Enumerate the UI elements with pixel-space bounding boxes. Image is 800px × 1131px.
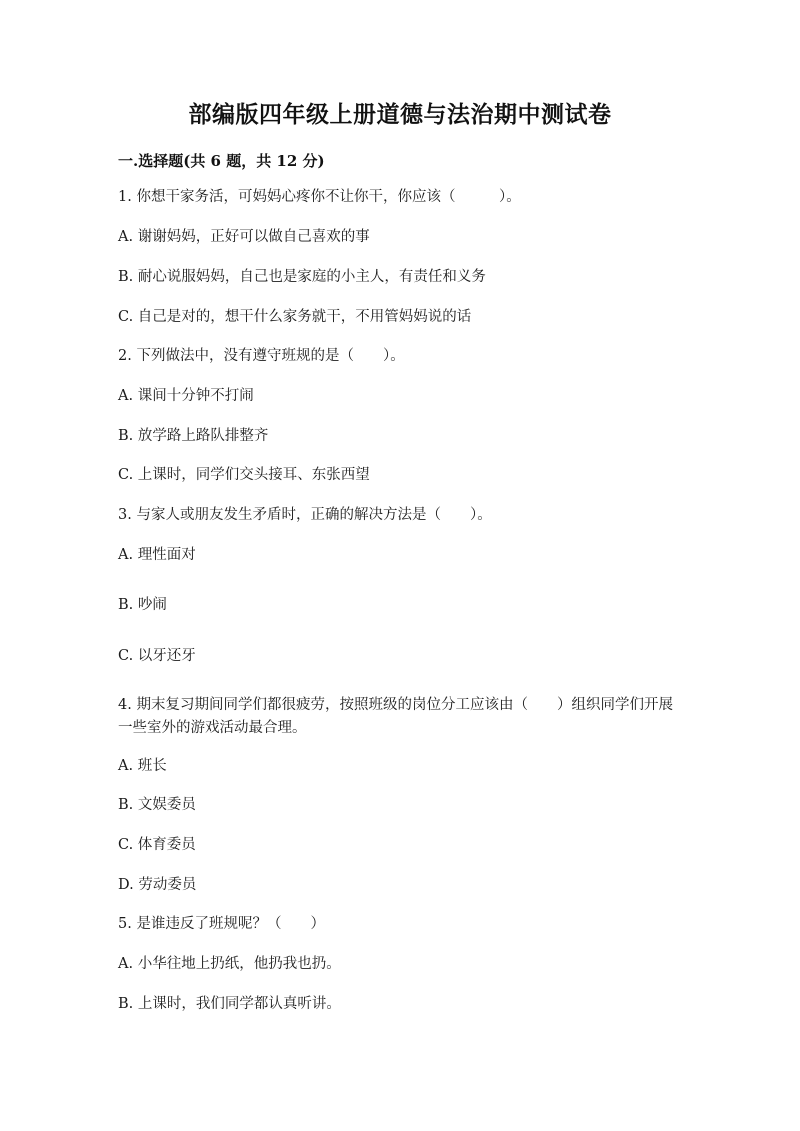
question-3-option-b: B. 吵闹	[118, 597, 167, 613]
page-title: 部编版四年级上册道德与法治期中测试卷	[188, 101, 612, 128]
question-4-option-c: C. 体育委员	[118, 837, 196, 853]
question-1-option-c: C. 自己是对的，想干什么家务就干，不用管妈妈说的话	[118, 309, 472, 325]
question-2-option-a: A. 课间十分钟不打闹	[118, 388, 254, 404]
question-3-option-a: A. 理性面对	[118, 547, 196, 563]
question-4-option-a: A. 班长	[118, 758, 167, 774]
question-3-option-c: C. 以牙还牙	[118, 648, 196, 664]
question-4-option-b: B. 文娱委员	[118, 797, 196, 813]
question-4-option-d: D. 劳动委员	[118, 877, 197, 893]
question-1-option-a: A. 谢谢妈妈，正好可以做自己喜欢的事	[118, 229, 370, 245]
question-2-option-c: C. 上课时，同学们交头接耳、东张西望	[118, 467, 370, 483]
section-heading: 一.选择题(共 6 题，共 12 分)	[118, 152, 325, 170]
question-2-stem: 2. 下列做法中，没有遵守班规的是（ ）。	[118, 348, 405, 364]
question-3-stem: 3. 与家人或朋友发生矛盾时，正确的解决方法是（ ）。	[118, 507, 492, 523]
question-1-stem: 1. 你想干家务活，可妈妈心疼你不让你干，你应该（ ）。	[118, 189, 521, 205]
question-5-option-b: B. 上课时，我们同学都认真听讲。	[118, 996, 341, 1012]
question-2-option-b: B. 放学路上路队排整齐	[118, 428, 269, 444]
question-1-option-b: B. 耐心说服妈妈，自己也是家庭的小主人，有责任和义务	[118, 269, 486, 285]
question-5-stem: 5. 是谁违反了班规呢？（ ）	[118, 916, 325, 932]
question-5-option-a: A. 小华往地上扔纸，他扔我也扔。	[118, 956, 341, 972]
question-4-stem: 4. 期末复习期间同学们都很疲劳，按照班级的岗位分工应该由（ ）组织同学们开展一些室外的游戏活动最合理。	[118, 697, 673, 736]
